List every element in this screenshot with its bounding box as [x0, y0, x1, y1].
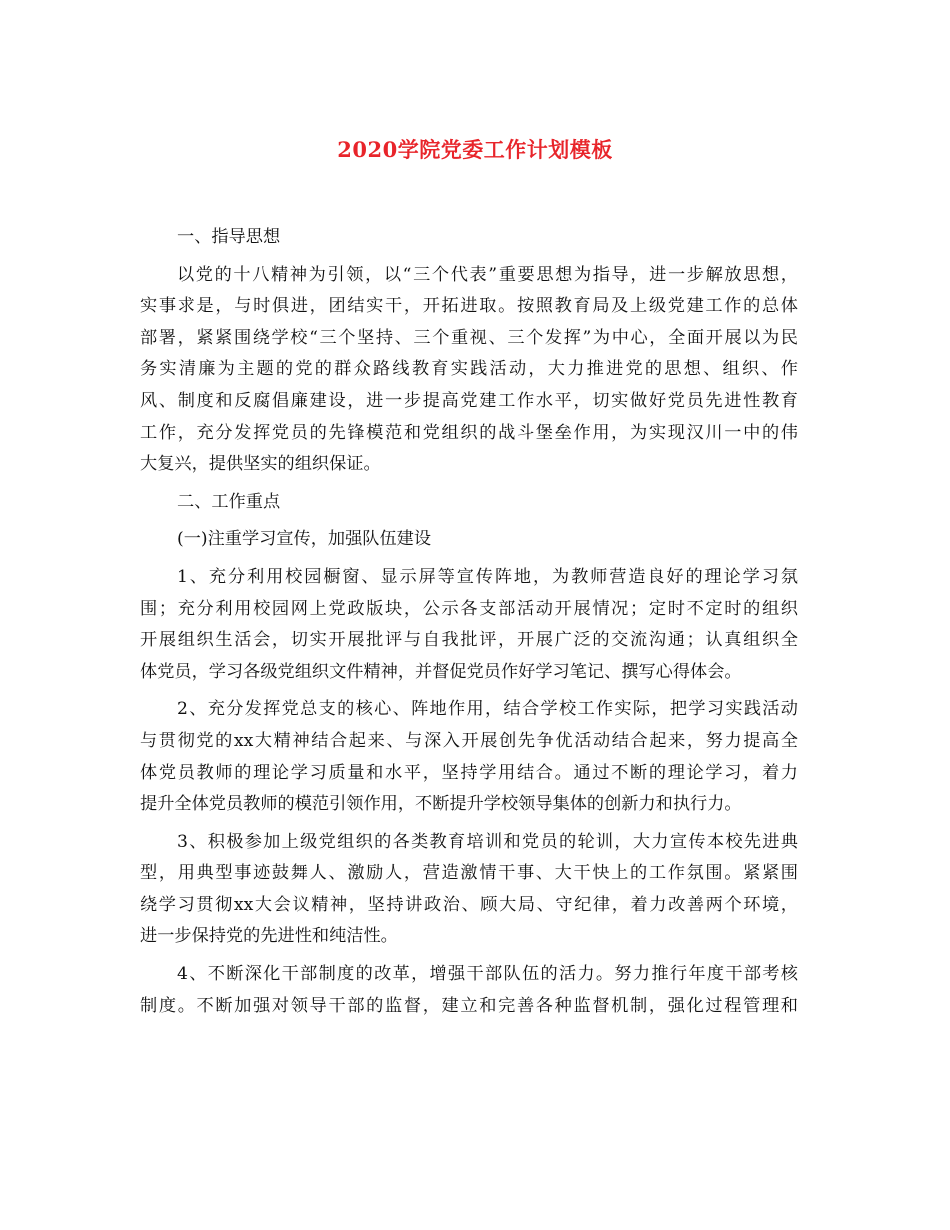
text-line: 型，用典型事迹鼓舞人、激励人，营造激情干事、大干快上的工作氛围。紧紧围 — [140, 863, 798, 884]
text-line: 进一步保持党的先进性和纯洁性。 — [140, 926, 398, 947]
text-line: 开展组织生活会，切实开展批评与自我批评，开展广泛的交流沟通；认真组织全 — [140, 630, 798, 651]
text-line: 与贯彻党的xx大精神结合起来、与深入开展创先争优活动结合起来，努力提高全 — [140, 730, 798, 751]
text-line: 体党员教师的理论学习质量和水平，坚持学用结合。通过不断的理论学习，着力 — [140, 762, 798, 783]
text-line: 体党员，学习各级党组织文件精神，并督促党员作好学习笔记、撰写心得体会。 — [140, 661, 742, 682]
text-line: 二、工作重点 — [177, 491, 281, 512]
text-line: 提升全体党员教师的模范引领作用，不断提升学校领导集体的创新力和执行力。 — [140, 794, 742, 815]
text-line: 围；充分利用校园网上党政版块，公示各支部活动开展情况；定时不定时的组织 — [140, 598, 798, 619]
text-line: (一)注重学习宣传，加强队伍建设 — [177, 529, 432, 550]
text-line: 制度。不断加强对领导干部的监督，建立和完善各种监督机制，强化过程管理和 — [140, 995, 798, 1016]
document-title: 2020学院党委工作计划模板 — [337, 137, 613, 162]
text-line: 2、充分发挥党总支的核心、阵地作用，结合学校工作实际，把学习实践活动 — [177, 699, 798, 720]
text-line: 风、制度和反腐倡廉建设，进一步提高党建工作水平，切实做好党员先进性教育 — [140, 390, 798, 411]
document-body — [140, 222, 798, 1022]
text-line: 务实清廉为主题的党的群众路线教育实践活动，大力推进党的思想、组织、作 — [140, 359, 798, 380]
text-line: 工作，充分发挥党员的先锋模范和党组织的战斗堡垒作用，为实现汉川一中的伟 — [140, 422, 798, 443]
text-line: 以党的十八精神为引领，以“三个代表”重要思想为指导，进一步解放思想， — [177, 264, 798, 285]
text-line: 一、指导思想 — [177, 227, 281, 247]
text-line: 4、不断深化干部制度的改革，增强干部队伍的活力。努力推行年度干部考核 — [177, 964, 798, 985]
text-line: 3、积极参加上级党组织的各类教育培训和党员的轮训，大力宣传本校先进典 — [177, 831, 798, 852]
text-line: 1、充分利用校园橱窗、显示屏等宣传阵地，为教师营造良好的理论学习氛 — [177, 566, 798, 587]
text-line: 实事求是，与时俱进，团结实干，开拓进取。按照教育局及上级党建工作的总体 — [140, 296, 798, 317]
text-line: 部署，紧紧围绕学校“三个坚持、三个重视、三个发挥”为中心，全面开展以为民 — [140, 327, 798, 348]
text-line: 绕学习贯彻xx大会议精神，坚持讲政治、顾大局、守纪律，着力改善两个环境， — [140, 894, 798, 915]
text-line: 大复兴，提供坚实的组织保证。 — [140, 454, 381, 475]
